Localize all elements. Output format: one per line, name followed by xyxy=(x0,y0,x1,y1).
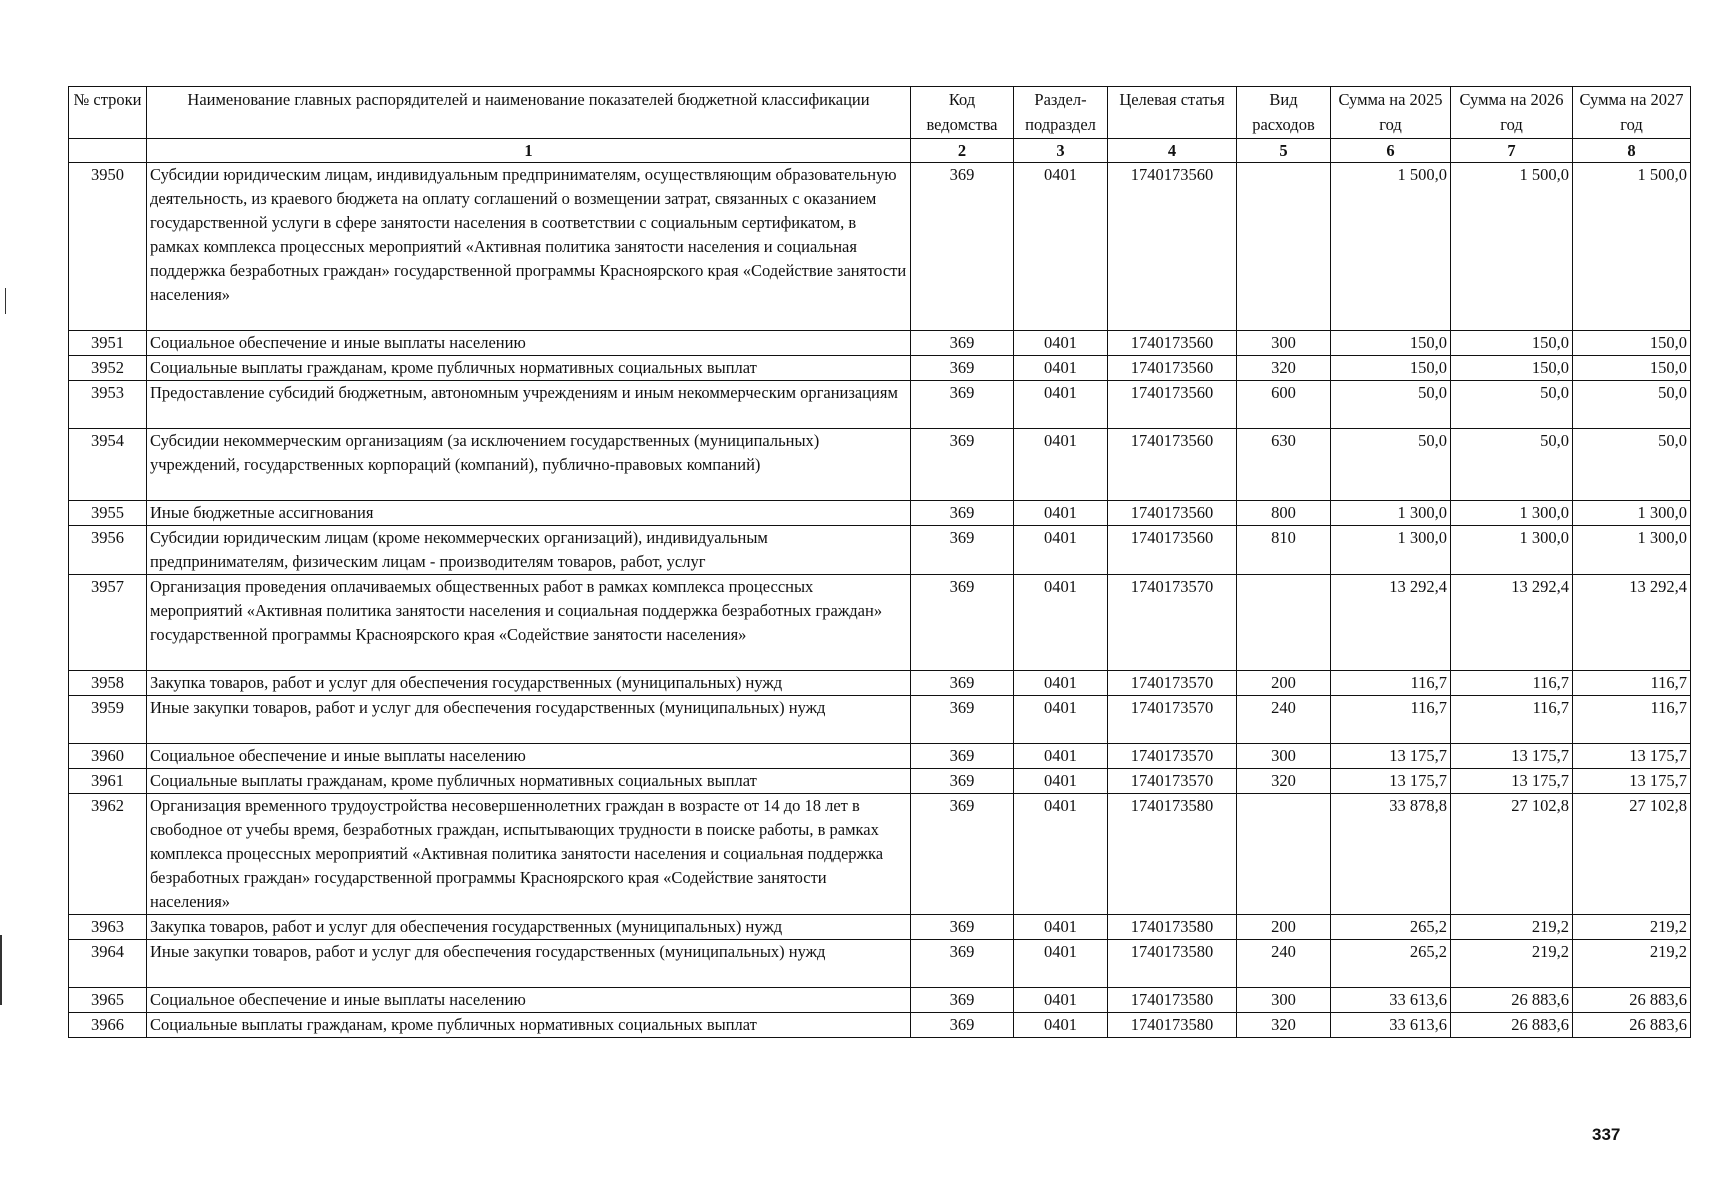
table-row xyxy=(69,331,1691,356)
row-number: 3964 xyxy=(69,940,147,988)
row-number: 3956 xyxy=(69,526,147,575)
expense-type: 810 xyxy=(1237,526,1331,575)
sum-2025: 116,7 xyxy=(1331,671,1451,696)
section-code: 0401 xyxy=(1014,501,1108,526)
department-code: 369 xyxy=(911,1013,1014,1038)
column-number: 3 xyxy=(1014,139,1108,163)
header-row-number: № строки xyxy=(69,87,147,139)
sum-2026: 50,0 xyxy=(1451,429,1573,501)
table-row xyxy=(69,988,1691,1013)
department-code: 369 xyxy=(911,526,1014,575)
sum-2027: 50,0 xyxy=(1573,429,1691,501)
department-code: 369 xyxy=(911,988,1014,1013)
sum-2025: 1 300,0 xyxy=(1331,501,1451,526)
sum-2027: 116,7 xyxy=(1573,671,1691,696)
sum-2025: 33 613,6 xyxy=(1331,988,1451,1013)
expense-type: 630 xyxy=(1237,429,1331,501)
department-code: 369 xyxy=(911,501,1014,526)
header-sum-2025: Сумма на 2025 год xyxy=(1331,87,1451,139)
sum-2027: 13 175,7 xyxy=(1573,744,1691,769)
department-code: 369 xyxy=(911,356,1014,381)
column-number: 2 xyxy=(911,139,1014,163)
section-code: 0401 xyxy=(1014,769,1108,794)
target-article: 1740173580 xyxy=(1108,794,1237,915)
sum-2026: 150,0 xyxy=(1451,356,1573,381)
table-row xyxy=(69,356,1691,381)
expense-type: 240 xyxy=(1237,696,1331,744)
department-code: 369 xyxy=(911,940,1014,988)
sum-2025: 150,0 xyxy=(1331,331,1451,356)
sum-2027: 13 175,7 xyxy=(1573,769,1691,794)
target-article: 1740173570 xyxy=(1108,744,1237,769)
sum-2025: 1 300,0 xyxy=(1331,526,1451,575)
department-code: 369 xyxy=(911,429,1014,501)
row-name: Организация проведения оплачиваемых общественных работ в рамках комплекса процессных мероприятий «Активная политика занятости населения и социальная поддержка безработных граждан» государственной программы Красноярского края «Содействие занятости населения» xyxy=(147,575,911,671)
target-article: 1740173560 xyxy=(1108,429,1237,501)
section-code: 0401 xyxy=(1014,696,1108,744)
row-number: 3962 xyxy=(69,794,147,915)
sum-2026: 150,0 xyxy=(1451,331,1573,356)
scan-artifact-mark xyxy=(0,935,2,1005)
sum-2025: 13 175,7 xyxy=(1331,744,1451,769)
target-article: 1740173570 xyxy=(1108,671,1237,696)
sum-2027: 150,0 xyxy=(1573,331,1691,356)
sum-2025: 13 292,4 xyxy=(1331,575,1451,671)
expense-type: 300 xyxy=(1237,744,1331,769)
sum-2027: 150,0 xyxy=(1573,356,1691,381)
section-code: 0401 xyxy=(1014,744,1108,769)
row-name: Социальные выплаты гражданам, кроме публичных нормативных социальных выплат xyxy=(147,356,911,381)
row-name: Организация временного трудоустройства несовершеннолетних граждан в возрасте от 14 до 18 лет в свободное от учебы время, безработных граждан, испытывающих трудности в поиске работы, в рамках комплекса процессных мероприятий «Активная политика занятости населения и социальная поддержка безработных граждан» государственной программы Красноярского края «Содействие занятости населения» xyxy=(147,794,911,915)
row-name: Социальное обеспечение и иные выплаты населению xyxy=(147,744,911,769)
section-code: 0401 xyxy=(1014,356,1108,381)
row-name: Закупка товаров, работ и услуг для обеспечения государственных (муниципальных) нужд xyxy=(147,915,911,940)
row-name: Субсидии юридическим лицам, индивидуальным предпринимателям, осуществляющим образовательную деятельность, из краевого бюджета на оплату соглашений о возмещении затрат, связанных с оказанием государственной услуги в сфере занятости населения в соответствии с социальным сертификатом, в рамках комплекса процессных мероприятий «Активная политика занятости населения и социальная поддержка безработных граждан» государственной программы Красноярского края «Содействие занятости населения» xyxy=(147,163,911,331)
sum-2027: 26 883,6 xyxy=(1573,988,1691,1013)
expense-type: 300 xyxy=(1237,331,1331,356)
sum-2027: 1 300,0 xyxy=(1573,526,1691,575)
row-name: Закупка товаров, работ и услуг для обеспечения государственных (муниципальных) нужд xyxy=(147,671,911,696)
sum-2025: 265,2 xyxy=(1331,940,1451,988)
target-article: 1740173570 xyxy=(1108,575,1237,671)
section-code: 0401 xyxy=(1014,794,1108,915)
column-number: 7 xyxy=(1451,139,1573,163)
department-code: 369 xyxy=(911,769,1014,794)
row-number: 3951 xyxy=(69,331,147,356)
expense-type xyxy=(1237,794,1331,915)
sum-2026: 1 300,0 xyxy=(1451,526,1573,575)
target-article: 1740173560 xyxy=(1108,526,1237,575)
header-sum-2026: Сумма на 2026 год xyxy=(1451,87,1573,139)
expense-type: 600 xyxy=(1237,381,1331,429)
header-target-article: Целевая статья xyxy=(1108,87,1237,139)
target-article: 1740173580 xyxy=(1108,915,1237,940)
expense-type: 240 xyxy=(1237,940,1331,988)
row-name: Субсидии некоммерческим организациям (за исключением государственных (муниципальных) учреждений, государственных корпораций (компаний), публично-правовых компаний) xyxy=(147,429,911,501)
table-row xyxy=(69,163,1691,331)
expense-type: 320 xyxy=(1237,356,1331,381)
header-sum-2027: Сумма на 2027 год xyxy=(1573,87,1691,139)
department-code: 369 xyxy=(911,671,1014,696)
sum-2026: 26 883,6 xyxy=(1451,1013,1573,1038)
sum-2027: 27 102,8 xyxy=(1573,794,1691,915)
row-number: 3955 xyxy=(69,501,147,526)
table-row xyxy=(69,794,1691,915)
department-code: 369 xyxy=(911,794,1014,915)
expense-type: 800 xyxy=(1237,501,1331,526)
sum-2025: 150,0 xyxy=(1331,356,1451,381)
sum-2026: 26 883,6 xyxy=(1451,988,1573,1013)
section-code: 0401 xyxy=(1014,163,1108,331)
target-article: 1740173570 xyxy=(1108,769,1237,794)
column-number: 5 xyxy=(1237,139,1331,163)
sum-2026: 116,7 xyxy=(1451,671,1573,696)
sum-2027: 1 300,0 xyxy=(1573,501,1691,526)
target-article: 1740173560 xyxy=(1108,381,1237,429)
department-code: 369 xyxy=(911,381,1014,429)
sum-2025: 50,0 xyxy=(1331,381,1451,429)
target-article: 1740173560 xyxy=(1108,356,1237,381)
target-article: 1740173580 xyxy=(1108,1013,1237,1038)
section-code: 0401 xyxy=(1014,988,1108,1013)
target-article: 1740173560 xyxy=(1108,163,1237,331)
column-number-row xyxy=(69,139,1691,163)
column-number-blank xyxy=(69,139,147,163)
sum-2026: 13 292,4 xyxy=(1451,575,1573,671)
sum-2026: 50,0 xyxy=(1451,381,1573,429)
expense-type: 200 xyxy=(1237,671,1331,696)
row-name: Социальные выплаты гражданам, кроме публичных нормативных социальных выплат xyxy=(147,1013,911,1038)
department-code: 369 xyxy=(911,744,1014,769)
target-article: 1740173580 xyxy=(1108,940,1237,988)
row-number: 3957 xyxy=(69,575,147,671)
table-row xyxy=(69,1013,1691,1038)
sum-2025: 265,2 xyxy=(1331,915,1451,940)
table-row xyxy=(69,526,1691,575)
header-name: Наименование главных распорядителей и наименование показателей бюджетной классификации xyxy=(147,87,911,139)
sum-2025: 116,7 xyxy=(1331,696,1451,744)
table-row xyxy=(69,696,1691,744)
row-name: Иные закупки товаров, работ и услуг для обеспечения государственных (муниципальных) нужд xyxy=(147,696,911,744)
column-number: 8 xyxy=(1573,139,1691,163)
sum-2025: 50,0 xyxy=(1331,429,1451,501)
row-number: 3959 xyxy=(69,696,147,744)
page-number: 337 xyxy=(1592,1125,1621,1144)
row-name: Предоставление субсидий бюджетным, автономным учреждениям и иным некоммерческим организациям xyxy=(147,381,911,429)
target-article: 1740173560 xyxy=(1108,501,1237,526)
department-code: 369 xyxy=(911,575,1014,671)
header-section: Раздел-подраздел xyxy=(1014,87,1108,139)
header-expense-type: Вид расходов xyxy=(1237,87,1331,139)
section-code: 0401 xyxy=(1014,575,1108,671)
row-name: Социальные выплаты гражданам, кроме публичных нормативных социальных выплат xyxy=(147,769,911,794)
department-code: 369 xyxy=(911,163,1014,331)
sum-2026: 13 175,7 xyxy=(1451,769,1573,794)
table-row xyxy=(69,769,1691,794)
row-name: Социальное обеспечение и иные выплаты населению xyxy=(147,331,911,356)
row-name: Социальное обеспечение и иные выплаты населению xyxy=(147,988,911,1013)
section-code: 0401 xyxy=(1014,429,1108,501)
row-number: 3963 xyxy=(69,915,147,940)
sum-2026: 116,7 xyxy=(1451,696,1573,744)
row-number: 3958 xyxy=(69,671,147,696)
target-article: 1740173570 xyxy=(1108,696,1237,744)
table-row xyxy=(69,381,1691,429)
department-code: 369 xyxy=(911,331,1014,356)
expense-type: 200 xyxy=(1237,915,1331,940)
table-row xyxy=(69,940,1691,988)
sum-2027: 1 500,0 xyxy=(1573,163,1691,331)
expense-type: 300 xyxy=(1237,988,1331,1013)
department-code: 369 xyxy=(911,915,1014,940)
header-department-code: Код ведомства xyxy=(911,87,1014,139)
row-name: Иные закупки товаров, работ и услуг для обеспечения государственных (муниципальных) нужд xyxy=(147,940,911,988)
sum-2026: 1 500,0 xyxy=(1451,163,1573,331)
row-number: 3952 xyxy=(69,356,147,381)
sum-2025: 33 613,6 xyxy=(1331,1013,1451,1038)
sum-2027: 219,2 xyxy=(1573,915,1691,940)
section-code: 0401 xyxy=(1014,381,1108,429)
sum-2026: 1 300,0 xyxy=(1451,501,1573,526)
row-number: 3961 xyxy=(69,769,147,794)
table-row xyxy=(69,575,1691,671)
row-number: 3966 xyxy=(69,1013,147,1038)
scan-artifact-mark xyxy=(5,288,6,314)
section-code: 0401 xyxy=(1014,915,1108,940)
sum-2027: 50,0 xyxy=(1573,381,1691,429)
department-code: 369 xyxy=(911,696,1014,744)
column-number: 6 xyxy=(1331,139,1451,163)
expense-type xyxy=(1237,163,1331,331)
expense-type xyxy=(1237,575,1331,671)
sum-2025: 13 175,7 xyxy=(1331,769,1451,794)
sum-2027: 116,7 xyxy=(1573,696,1691,744)
row-number: 3960 xyxy=(69,744,147,769)
table-row xyxy=(69,671,1691,696)
table-row xyxy=(69,744,1691,769)
table-row xyxy=(69,915,1691,940)
section-code: 0401 xyxy=(1014,940,1108,988)
table-row xyxy=(69,501,1691,526)
column-number: 1 xyxy=(147,139,911,163)
section-code: 0401 xyxy=(1014,671,1108,696)
sum-2025: 33 878,8 xyxy=(1331,794,1451,915)
sum-2026: 219,2 xyxy=(1451,915,1573,940)
target-article: 1740173580 xyxy=(1108,988,1237,1013)
row-number: 3965 xyxy=(69,988,147,1013)
sum-2026: 13 175,7 xyxy=(1451,744,1573,769)
table-row xyxy=(69,429,1691,501)
sum-2025: 1 500,0 xyxy=(1331,163,1451,331)
section-code: 0401 xyxy=(1014,1013,1108,1038)
sum-2026: 27 102,8 xyxy=(1451,794,1573,915)
sum-2026: 219,2 xyxy=(1451,940,1573,988)
header-row xyxy=(69,87,1691,139)
row-number: 3954 xyxy=(69,429,147,501)
row-number: 3950 xyxy=(69,163,147,331)
column-number: 4 xyxy=(1108,139,1237,163)
sum-2027: 26 883,6 xyxy=(1573,1013,1691,1038)
sum-2027: 13 292,4 xyxy=(1573,575,1691,671)
expense-type: 320 xyxy=(1237,1013,1331,1038)
row-name: Иные бюджетные ассигнования xyxy=(147,501,911,526)
section-code: 0401 xyxy=(1014,331,1108,356)
target-article: 1740173560 xyxy=(1108,331,1237,356)
budget-table xyxy=(68,86,1691,1038)
sum-2027: 219,2 xyxy=(1573,940,1691,988)
expense-type: 320 xyxy=(1237,769,1331,794)
section-code: 0401 xyxy=(1014,526,1108,575)
row-number: 3953 xyxy=(69,381,147,429)
row-name: Субсидии юридическим лицам (кроме некоммерческих организаций), индивидуальным предпринимателям, физическим лицам - производителям товаров, работ, услуг xyxy=(147,526,911,575)
